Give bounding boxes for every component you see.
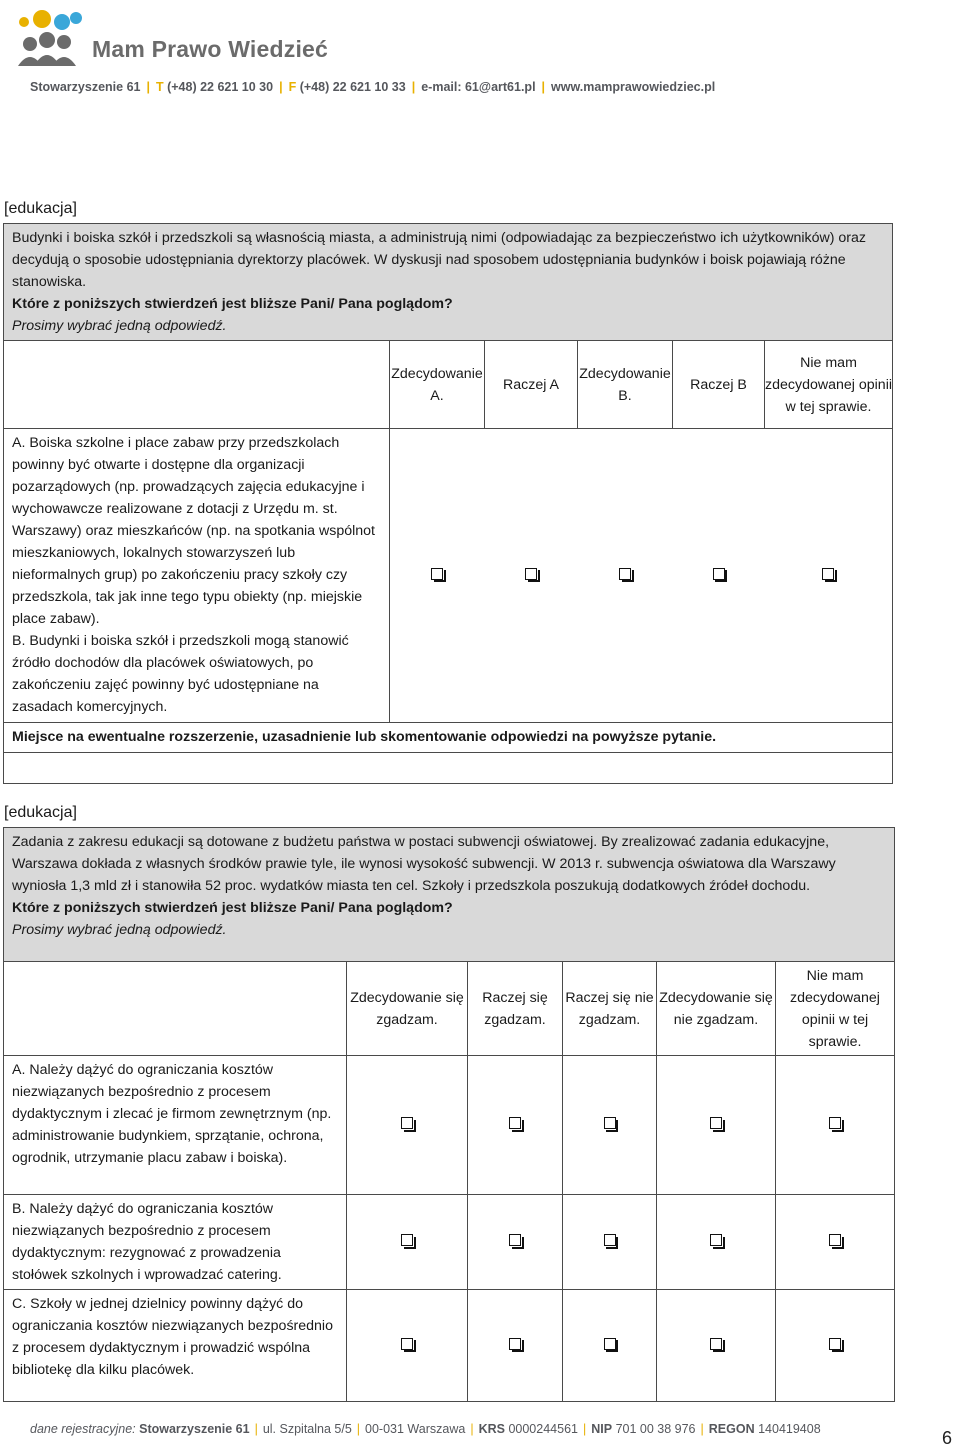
statement-2c: C. Szkoły w jednej dzielnicy powinny dążyć do ograniczania kosztów niezwiązanych bezpośrednio z procesem dydaktycznym i prowadzić wspólna bibliotekę dla kilku placówek. — [4, 1290, 347, 1402]
q1-col-1: Zdecydowanie A. — [390, 341, 485, 429]
q2a-option-3[interactable] — [563, 1056, 657, 1195]
question1-statements — [4, 429, 390, 723]
footer-city: 00-031 Warszawa — [365, 1422, 466, 1436]
q2a-option-5[interactable] — [776, 1056, 895, 1195]
logo-icon — [10, 8, 90, 68]
q2a-option-4[interactable] — [657, 1056, 776, 1195]
statement-2b: B. Należy dążyć do ograniczania kosztów niezwiązanych bezpośrednio z procesem dydaktycznym: rezygnować z prowadzenia stołówek szkolnych i wprowadzać catering. — [4, 1195, 347, 1290]
q2a-option-2[interactable] — [468, 1056, 563, 1195]
contact-bar: Stowarzyszenie 61 | T (+48) 22 621 10 30 | F (+48) 22 621 10 33 | e-mail: 61@art61.pl | www.mamprawowiedziec.pl — [30, 80, 716, 94]
q2b-option-5[interactable] — [776, 1195, 895, 1290]
email-link[interactable]: e-mail: 61@art61.pl — [421, 80, 536, 94]
checkbox-icon[interactable] — [509, 1117, 521, 1129]
q1-col-5: Nie mam zdecydowanej opinii w tej sprawie. — [765, 341, 893, 429]
question1-intro: Budynki i boiska szkół i przedszkoli są własnością miasta, a administrują nimi (odpowiadając za bezpieczeństwo ich użytkowników) oraz decydują o sposobie udostępniania dyrektorzy placówek. W dyskusji nad sposobem udostępniania budynków i boisk pojawiają różne stanowiska. — [12, 230, 866, 290]
checkbox-icon[interactable] — [829, 1338, 841, 1350]
question2-instruction: Prosimy wybrać jedną odpowiedź. — [12, 922, 227, 938]
question1-instruction: Prosimy wybrać jedną odpowiedź. — [12, 318, 227, 334]
checkbox-icon[interactable] — [710, 1338, 722, 1350]
checkbox-icon[interactable] — [401, 1338, 413, 1350]
checkbox-icon[interactable] — [509, 1338, 521, 1350]
q1-option-5[interactable] — [765, 429, 893, 723]
footer-regon-label: REGON — [708, 1422, 755, 1436]
q1-col-4: Raczej B — [673, 341, 765, 429]
checkbox-icon[interactable] — [401, 1234, 413, 1246]
checkbox-icon[interactable] — [401, 1117, 413, 1129]
statement-2a: A. Należy dążyć do ograniczania kosztów niezwiązanych bezpośrednio z procesem dydaktycznym i zlecać je firmom zewnętrznym (np. administrowanie budynkiem, sprzątanie, ochrona, ogrodnik, utrzymanie placu zabaw i boiska). — [4, 1056, 347, 1195]
question1-table — [3, 223, 893, 784]
phone-mark: T — [155, 80, 164, 94]
checkbox-icon[interactable] — [710, 1117, 722, 1129]
q1-option-3[interactable] — [578, 429, 673, 723]
checkbox-icon[interactable] — [509, 1234, 521, 1246]
checkbox-icon[interactable] — [829, 1117, 841, 1129]
q1-option-1[interactable] — [390, 429, 485, 723]
question1-comment-field[interactable] — [4, 753, 893, 784]
footer-label: dane rejestracyjne: — [30, 1422, 136, 1436]
question1-question: Które z poniższych stwierdzeń jest bliższe Pani/ Pana poglądom? — [12, 296, 453, 312]
phone-number: (+48) 22 621 10 30 — [167, 80, 274, 94]
checkbox-icon[interactable] — [829, 1234, 841, 1246]
q1-option-2[interactable] — [485, 429, 578, 723]
footer-nip: 701 00 38 976 — [615, 1422, 696, 1436]
question1-intro-cell — [4, 224, 893, 341]
section2-label: [edukacja] — [4, 804, 77, 821]
statement-b: B. Budynki i boiska szkół i przedszkoli mogą stanowić źródło dochodów dla placówek oświatowych, po zakończeniu zajęć powinny być udostępniane na zasadach komercyjnych. — [12, 633, 349, 715]
question2-question: Które z poniższych stwierdzeń jest bliższe Pani/ Pana poglądom? — [12, 900, 453, 916]
footer: dane rejestracyjne: Stowarzyszenie 61 | ul. Szpitalna 5/5 | 00-031 Warszawa | KRS 0000244561 | NIP 701 00 38 976 | REGON 140419408 — [30, 1422, 821, 1436]
q2b-option-4[interactable] — [657, 1195, 776, 1290]
question2-intro: Zadania z zakresu edukacji są dotowane z budżetu państwa w postaci subwencji oświatowej. By zrealizować zadania edukacyjne, Warszawa dokłada z własnych środków prawie tyle, ile wynosi wysokość subwencji. W 2013 r. subwencja oświatowa dla Warszawy wyniosła 1,3 mld zł i stanowiła 52 proc. wydatków miasta ten cel. Szkoły i przedszkola poszukują dodatkowych źródeł dochodu. — [12, 834, 836, 894]
q2-col-2: Raczej się zgadzam. — [468, 962, 563, 1056]
page-number: 6 — [942, 1428, 953, 1448]
fax-number: (+48) 22 621 10 33 — [299, 80, 406, 94]
checkbox-icon[interactable] — [710, 1234, 722, 1246]
q1-option-4[interactable] — [673, 429, 765, 723]
question2-intro-cell — [4, 828, 895, 962]
q2c-option-2[interactable] — [468, 1290, 563, 1402]
footer-regon: 140419408 — [758, 1422, 821, 1436]
q2c-option-1[interactable] — [347, 1290, 468, 1402]
q1-col-2: Raczej A — [485, 341, 578, 429]
q1-col-3: Zdecydowanie B. — [578, 341, 673, 429]
footer-address: ul. Szpitalna 5/5 — [262, 1422, 352, 1436]
checkbox-icon[interactable] — [604, 1117, 616, 1129]
footer-org: Stowarzyszenie 61 — [139, 1422, 250, 1436]
fax-mark: F — [288, 80, 297, 94]
checkbox-icon[interactable] — [604, 1338, 616, 1350]
question1-header-blank — [4, 341, 390, 429]
footer-krs: 0000244561 — [508, 1422, 578, 1436]
checkbox-icon[interactable] — [525, 568, 537, 580]
section1-label: [edukacja] — [4, 200, 77, 217]
q2-col-4: Zdecydowanie się nie zgadzam. — [657, 962, 776, 1056]
q2b-option-2[interactable] — [468, 1195, 563, 1290]
checkbox-icon[interactable] — [822, 568, 834, 580]
logo-title: Mam Prawo Wiedzieć — [92, 36, 329, 62]
q2-col-1: Zdecydowanie się zgadzam. — [347, 962, 468, 1056]
q2b-option-3[interactable] — [563, 1195, 657, 1290]
q2a-option-1[interactable] — [347, 1056, 468, 1195]
footer-krs-label: KRS — [478, 1422, 505, 1436]
footer-nip-label: NIP — [591, 1422, 613, 1436]
question2-table — [3, 827, 895, 1402]
question2-header-blank — [4, 962, 347, 1056]
checkbox-icon[interactable] — [713, 568, 725, 580]
checkbox-icon[interactable] — [604, 1234, 616, 1246]
org-name: Stowarzyszenie 61 — [30, 80, 141, 94]
statement-a: A. Boiska szkolne i place zabaw przy przedszkolach powinny być otwarte i dostępne dla organizacji pozarządowych (np. prowadzących zajęcia edukacyjne i wychowawcze realizowane z dotacji z Urzędu m. st. Warszawy) oraz mieszkańców (np. na spotkania wspólnot mieszkaniowych, lokalnych stowarzyszeń lub nieformalnych grup) po zakończeniu pracy szkoły czy przedszkola, tak jak inne tego typu obiekty (np. miejskie place zabaw). — [12, 435, 375, 627]
website-link[interactable]: www.mamprawowiedziec.pl — [551, 80, 716, 94]
q2c-option-5[interactable] — [776, 1290, 895, 1402]
checkbox-icon[interactable] — [619, 568, 631, 580]
checkbox-icon[interactable] — [431, 568, 443, 580]
q2b-option-1[interactable] — [347, 1195, 468, 1290]
question1-comment-label: Miejsce na ewentualne rozszerzenie, uzasadnienie lub skomentowanie odpowiedzi na powyższe pytanie. — [4, 723, 893, 753]
q2c-option-4[interactable] — [657, 1290, 776, 1402]
q2-col-5: Nie mam zdecydowanej opinii w tej sprawie. — [776, 962, 895, 1056]
q2-col-3: Raczej się nie zgadzam. — [563, 962, 657, 1056]
q2c-option-3[interactable] — [563, 1290, 657, 1402]
